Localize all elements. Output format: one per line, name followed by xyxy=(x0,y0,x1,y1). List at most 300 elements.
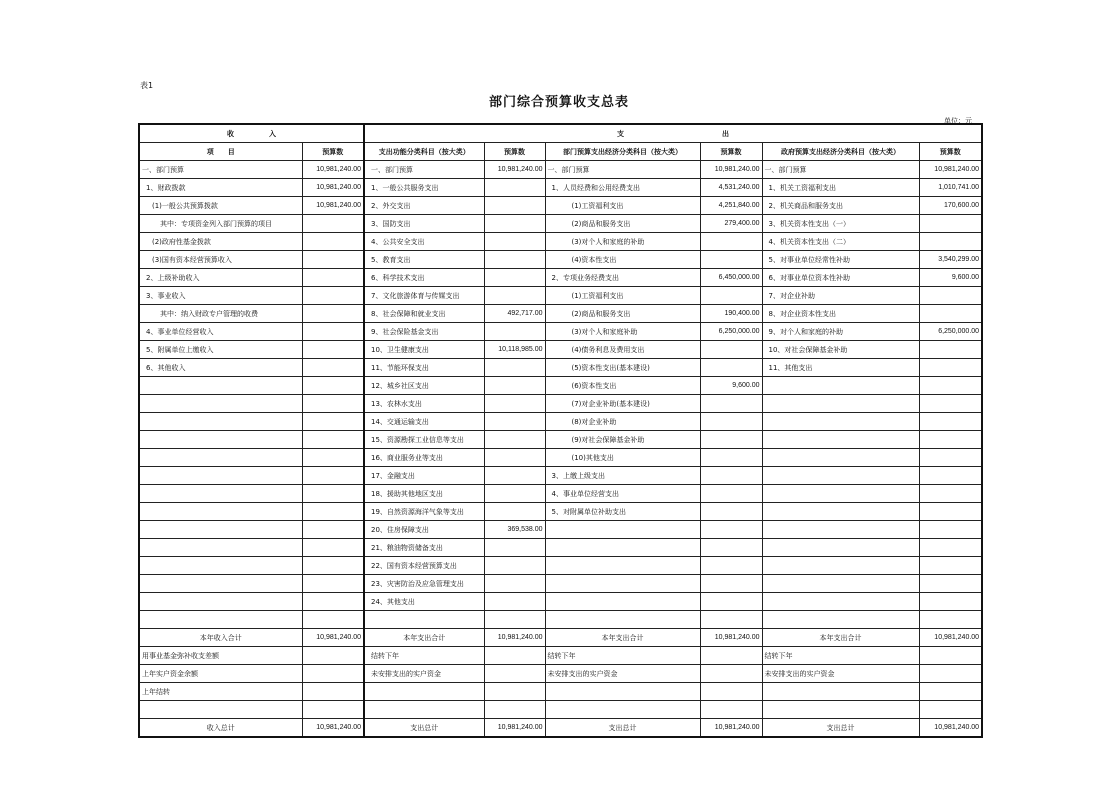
income-budget-cell xyxy=(302,575,364,593)
gov-econ-class-cell xyxy=(762,683,919,701)
dept-econ-class-cell xyxy=(545,611,700,629)
gov-econ-class-cell xyxy=(762,593,919,611)
income-budget-cell xyxy=(302,449,364,467)
income-item-cell: 2、上级补助收入 xyxy=(139,269,302,287)
income-item-cell xyxy=(139,503,302,521)
dept-econ-budget-cell: 10,981,240.00 xyxy=(700,161,762,179)
function-budget-cell xyxy=(484,449,545,467)
income-budget-cell xyxy=(302,611,364,629)
dept-econ-budget-cell xyxy=(700,647,762,665)
function-class-cell: 13、农林水支出 xyxy=(364,395,484,413)
table-number-label: 表1 xyxy=(140,81,154,90)
function-class-cell: 15、资源勘探工业信息等支出 xyxy=(364,431,484,449)
table-row xyxy=(139,467,982,485)
function-budget-cell xyxy=(484,485,545,503)
income-item-cell: 4、事业单位经营收入 xyxy=(139,323,302,341)
dept-econ-budget-cell xyxy=(700,593,762,611)
function-class-cell: 6、科学技术支出 xyxy=(364,269,484,287)
dept-econ-class-cell: (6)资本性支出 xyxy=(545,377,700,395)
income-budget-cell xyxy=(302,305,364,323)
dept-econ-budget-cell: 6,250,000.00 xyxy=(700,323,762,341)
dept-econ-class-cell: (1)工资福利支出 xyxy=(545,287,700,305)
gov-econ-budget-cell xyxy=(919,647,982,665)
function-class-cell: 19、自然资源海洋气象等支出 xyxy=(364,503,484,521)
gov-econ-class-cell: 6、对事业单位资本性补助 xyxy=(762,269,919,287)
table-row xyxy=(139,287,982,305)
function-budget-cell xyxy=(484,215,545,233)
dept-econ-class-cell: (2)商品和服务支出 xyxy=(545,305,700,323)
gov-econ-budget-cell xyxy=(919,377,982,395)
function-class-cell xyxy=(364,611,484,629)
dept-econ-class-cell: (9)对社会保障基金补助 xyxy=(545,431,700,449)
function-budget-cell xyxy=(484,701,545,719)
dept-econ-budget-cell: 6,450,000.00 xyxy=(700,269,762,287)
function-class-cell: 5、教育支出 xyxy=(364,251,484,269)
income-item-cell: 上年实户资金余额 xyxy=(139,665,302,683)
gov-econ-budget-cell: 1,010,741.00 xyxy=(919,179,982,197)
dept-econ-class-cell: (10)其他支出 xyxy=(545,449,700,467)
gov-econ-class-cell: 5、对事业单位经常性补助 xyxy=(762,251,919,269)
budget-summary-table xyxy=(138,123,983,738)
col-header-function-class: 支出功能分类科目（按大类） xyxy=(364,143,484,161)
dept-econ-budget-cell xyxy=(700,485,762,503)
col-header-gov-econ-class: 政府预算支出经济分类科目（按大类） xyxy=(762,143,919,161)
dept-econ-budget-cell xyxy=(700,431,762,449)
table-row xyxy=(139,161,982,179)
gov-econ-budget-cell: 9,600.00 xyxy=(919,269,982,287)
income-item-cell: 6、其他收入 xyxy=(139,359,302,377)
gov-econ-class-cell: 3、机关资本性支出（一） xyxy=(762,215,919,233)
dept-econ-budget-cell xyxy=(700,413,762,431)
gov-econ-class-cell: 1、机关工资福利支出 xyxy=(762,179,919,197)
dept-econ-budget-cell: 10,981,240.00 xyxy=(700,719,762,738)
table-row xyxy=(139,413,982,431)
dept-econ-class-cell: (3)对个人和家庭的补助 xyxy=(545,233,700,251)
dept-econ-class-cell: 支出总计 xyxy=(545,719,700,738)
function-budget-cell xyxy=(484,233,545,251)
col-header-function-budget: 预算数 xyxy=(484,143,545,161)
function-budget-cell xyxy=(484,467,545,485)
dept-econ-budget-cell: 4,251,840.00 xyxy=(700,197,762,215)
gov-econ-class-cell: 9、对个人和家庭的补助 xyxy=(762,323,919,341)
table-row xyxy=(139,629,982,647)
table-row xyxy=(139,305,982,323)
col-header-gov-econ-budget: 预算数 xyxy=(919,143,982,161)
income-item-cell xyxy=(139,485,302,503)
income-item-cell: (3)国有资本经营预算收入 xyxy=(139,251,302,269)
table-row xyxy=(139,377,982,395)
gov-econ-class-cell: 11、其他支出 xyxy=(762,359,919,377)
column-header-row xyxy=(139,143,982,161)
function-class-cell: 未安排支出的实户资金 xyxy=(364,665,484,683)
gov-econ-budget-cell: 3,540,299.00 xyxy=(919,251,982,269)
function-budget-cell: 10,981,240.00 xyxy=(484,719,545,738)
dept-econ-class-cell xyxy=(545,683,700,701)
income-budget-cell xyxy=(302,341,364,359)
group-header-row xyxy=(139,124,982,143)
dept-econ-class-cell: (4)资本性支出 xyxy=(545,251,700,269)
dept-econ-class-cell xyxy=(545,593,700,611)
income-budget-cell xyxy=(302,395,364,413)
table-body xyxy=(139,124,982,737)
table-row xyxy=(139,197,982,215)
col-header-income-item: 项 目 xyxy=(139,143,302,161)
gov-econ-budget-cell: 170,600.00 xyxy=(919,197,982,215)
function-budget-cell: 10,118,985.00 xyxy=(484,341,545,359)
gov-econ-class-cell: 7、对企业补助 xyxy=(762,287,919,305)
table-row xyxy=(139,179,982,197)
dept-econ-class-cell: 3、上缴上级支出 xyxy=(545,467,700,485)
income-budget-cell xyxy=(302,485,364,503)
income-item-cell: 5、附属单位上缴收入 xyxy=(139,341,302,359)
income-budget-cell xyxy=(302,431,364,449)
function-class-cell: 4、公共安全支出 xyxy=(364,233,484,251)
dept-econ-budget-cell xyxy=(700,683,762,701)
function-budget-cell xyxy=(484,539,545,557)
dept-econ-budget-cell: 9,600.00 xyxy=(700,377,762,395)
function-budget-cell xyxy=(484,431,545,449)
gov-econ-class-cell xyxy=(762,503,919,521)
gov-econ-budget-cell: 6,250,000.00 xyxy=(919,323,982,341)
income-budget-cell xyxy=(302,683,364,701)
function-budget-cell xyxy=(484,197,545,215)
function-budget-cell xyxy=(484,269,545,287)
function-class-cell: 14、交通运输支出 xyxy=(364,413,484,431)
income-item-cell xyxy=(139,521,302,539)
gov-econ-class-cell xyxy=(762,431,919,449)
dept-econ-class-cell: (3)对个人和家庭补助 xyxy=(545,323,700,341)
table-row xyxy=(139,503,982,521)
dept-econ-class-cell: 2、专项业务经费支出 xyxy=(545,269,700,287)
gov-econ-budget-cell xyxy=(919,665,982,683)
income-budget-cell xyxy=(302,251,364,269)
income-budget-cell xyxy=(302,377,364,395)
gov-econ-budget-cell xyxy=(919,575,982,593)
dept-econ-class-cell: (2)商品和服务支出 xyxy=(545,215,700,233)
income-item-cell: 1、财政拨款 xyxy=(139,179,302,197)
income-budget-cell xyxy=(302,359,364,377)
function-class-cell: 20、住房保障支出 xyxy=(364,521,484,539)
income-budget-cell xyxy=(302,323,364,341)
gov-econ-budget-cell xyxy=(919,413,982,431)
dept-econ-budget-cell: 279,400.00 xyxy=(700,215,762,233)
dept-econ-class-cell: (8)对企业补助 xyxy=(545,413,700,431)
table-row xyxy=(139,323,982,341)
gov-econ-class-cell: 4、机关资本性支出（二） xyxy=(762,233,919,251)
col-header-dept-econ-budget: 预算数 xyxy=(700,143,762,161)
function-budget-cell xyxy=(484,575,545,593)
income-budget-cell xyxy=(302,647,364,665)
income-item-cell xyxy=(139,593,302,611)
table-row xyxy=(139,701,982,719)
income-item-cell xyxy=(139,611,302,629)
income-budget-cell xyxy=(302,701,364,719)
gov-econ-budget-cell xyxy=(919,215,982,233)
dept-econ-budget-cell xyxy=(700,233,762,251)
expense-group-header: 支 出 xyxy=(364,124,982,143)
income-item-cell xyxy=(139,449,302,467)
dept-econ-class-cell: 结转下年 xyxy=(545,647,700,665)
table-row xyxy=(139,593,982,611)
income-budget-cell xyxy=(302,539,364,557)
gov-econ-budget-cell xyxy=(919,359,982,377)
dept-econ-class-cell: 未安排支出的实户资金 xyxy=(545,665,700,683)
income-budget-cell xyxy=(302,593,364,611)
dept-econ-class-cell: (4)债务利息及费用支出 xyxy=(545,341,700,359)
page-title: 部门综合预算收支总表 xyxy=(488,95,629,110)
dept-econ-class-cell: (7)对企业补助(基本建设) xyxy=(545,395,700,413)
table-row xyxy=(139,665,982,683)
gov-econ-budget-cell xyxy=(919,503,982,521)
gov-econ-class-cell xyxy=(762,557,919,575)
function-class-cell: 一、部门预算 xyxy=(364,161,484,179)
table-row xyxy=(139,647,982,665)
function-budget-cell xyxy=(484,683,545,701)
income-budget-cell: 10,981,240.00 xyxy=(302,197,364,215)
income-budget-cell xyxy=(302,413,364,431)
function-class-cell xyxy=(364,683,484,701)
function-budget-cell xyxy=(484,665,545,683)
gov-econ-budget-cell xyxy=(919,305,982,323)
function-class-cell: 3、国防支出 xyxy=(364,215,484,233)
gov-econ-class-cell xyxy=(762,539,919,557)
income-item-cell: (2)政府性基金拨款 xyxy=(139,233,302,251)
gov-econ-budget-cell xyxy=(919,467,982,485)
function-budget-cell xyxy=(484,179,545,197)
gov-econ-budget-cell xyxy=(919,341,982,359)
function-class-cell: 支出总计 xyxy=(364,719,484,738)
gov-econ-class-cell: 本年支出合计 xyxy=(762,629,919,647)
function-budget-cell xyxy=(484,593,545,611)
dept-econ-budget-cell xyxy=(700,557,762,575)
function-class-cell: 18、援助其他地区支出 xyxy=(364,485,484,503)
function-budget-cell xyxy=(484,323,545,341)
dept-econ-budget-cell: 10,981,240.00 xyxy=(700,629,762,647)
income-item-cell: (1)一般公共预算拨款 xyxy=(139,197,302,215)
function-budget-cell: 492,717.00 xyxy=(484,305,545,323)
income-item-cell xyxy=(139,557,302,575)
function-budget-cell xyxy=(484,557,545,575)
function-budget-cell: 10,981,240.00 xyxy=(484,161,545,179)
gov-econ-class-cell xyxy=(762,467,919,485)
function-class-cell: 12、城乡社区支出 xyxy=(364,377,484,395)
dept-econ-budget-cell xyxy=(700,467,762,485)
income-item-cell: 上年结转 xyxy=(139,683,302,701)
gov-econ-class-cell: 支出总计 xyxy=(762,719,919,738)
gov-econ-class-cell xyxy=(762,377,919,395)
income-budget-cell xyxy=(302,557,364,575)
table-row xyxy=(139,683,982,701)
income-budget-cell xyxy=(302,269,364,287)
dept-econ-class-cell: 1、人员经费和公用经费支出 xyxy=(545,179,700,197)
gov-econ-class-cell xyxy=(762,449,919,467)
income-item-cell xyxy=(139,539,302,557)
function-class-cell: 7、文化旅游体育与传媒支出 xyxy=(364,287,484,305)
gov-econ-class-cell: 一、部门预算 xyxy=(762,161,919,179)
gov-econ-budget-cell xyxy=(919,683,982,701)
income-item-cell: 其中：纳入财政专户管理的收费 xyxy=(139,305,302,323)
table-row xyxy=(139,611,982,629)
income-item-cell xyxy=(139,395,302,413)
income-budget-cell xyxy=(302,287,364,305)
gov-econ-budget-cell xyxy=(919,701,982,719)
function-budget-cell xyxy=(484,503,545,521)
income-budget-cell: 10,981,240.00 xyxy=(302,719,364,738)
income-item-cell: 收入总计 xyxy=(139,719,302,738)
dept-econ-budget-cell xyxy=(700,251,762,269)
function-class-cell: 本年支出合计 xyxy=(364,629,484,647)
gov-econ-budget-cell: 10,981,240.00 xyxy=(919,161,982,179)
table-row xyxy=(139,251,982,269)
table-row xyxy=(139,449,982,467)
table-row xyxy=(139,521,982,539)
income-budget-cell xyxy=(302,503,364,521)
dept-econ-class-cell: 一、部门预算 xyxy=(545,161,700,179)
dept-econ-class-cell: 4、事业单位经营支出 xyxy=(545,485,700,503)
function-class-cell: 23、灾害防治及应急管理支出 xyxy=(364,575,484,593)
table-row xyxy=(139,557,982,575)
function-budget-cell xyxy=(484,395,545,413)
dept-econ-class-cell: (5)资本性支出(基本建设) xyxy=(545,359,700,377)
gov-econ-budget-cell xyxy=(919,611,982,629)
dept-econ-budget-cell xyxy=(700,611,762,629)
dept-econ-class-cell xyxy=(545,539,700,557)
gov-econ-class-cell xyxy=(762,575,919,593)
function-budget-cell xyxy=(484,359,545,377)
dept-econ-class-cell: 5、对附属单位补助支出 xyxy=(545,503,700,521)
income-item-cell: 3、事业收入 xyxy=(139,287,302,305)
dept-econ-class-cell xyxy=(545,557,700,575)
col-header-dept-econ-class: 部门预算支出经济分类科目（按大类） xyxy=(545,143,700,161)
gov-econ-budget-cell: 10,981,240.00 xyxy=(919,719,982,738)
table-row xyxy=(139,233,982,251)
gov-econ-budget-cell xyxy=(919,557,982,575)
table-row xyxy=(139,719,982,738)
gov-econ-class-cell xyxy=(762,701,919,719)
table-row xyxy=(139,539,982,557)
income-budget-cell xyxy=(302,233,364,251)
income-budget-cell: 10,981,240.00 xyxy=(302,629,364,647)
income-budget-cell: 10,981,240.00 xyxy=(302,161,364,179)
dept-econ-budget-cell xyxy=(700,521,762,539)
gov-econ-budget-cell xyxy=(919,485,982,503)
function-budget-cell: 369,538.00 xyxy=(484,521,545,539)
gov-econ-budget-cell xyxy=(919,395,982,413)
gov-econ-budget-cell xyxy=(919,233,982,251)
dept-econ-budget-cell: 4,531,240.00 xyxy=(700,179,762,197)
gov-econ-class-cell xyxy=(762,485,919,503)
function-class-cell: 22、国有资本经营预算支出 xyxy=(364,557,484,575)
income-item-cell xyxy=(139,413,302,431)
income-budget-cell xyxy=(302,215,364,233)
dept-econ-class-cell xyxy=(545,575,700,593)
gov-econ-budget-cell xyxy=(919,521,982,539)
function-budget-cell xyxy=(484,647,545,665)
income-item-cell: 用事业基金弥补收支差额 xyxy=(139,647,302,665)
dept-econ-budget-cell xyxy=(700,395,762,413)
function-class-cell: 结转下年 xyxy=(364,647,484,665)
gov-econ-class-cell: 未安排支出的实户资金 xyxy=(762,665,919,683)
table-row xyxy=(139,341,982,359)
function-class-cell: 11、节能环保支出 xyxy=(364,359,484,377)
gov-econ-class-cell: 结转下年 xyxy=(762,647,919,665)
dept-econ-budget-cell xyxy=(700,665,762,683)
gov-econ-budget-cell xyxy=(919,449,982,467)
function-class-cell: 2、外交支出 xyxy=(364,197,484,215)
function-budget-cell xyxy=(484,287,545,305)
income-item-cell xyxy=(139,701,302,719)
income-budget-cell: 10,981,240.00 xyxy=(302,179,364,197)
unit-label: 单位：元 xyxy=(944,117,972,125)
gov-econ-budget-cell: 10,981,240.00 xyxy=(919,629,982,647)
dept-econ-budget-cell xyxy=(700,539,762,557)
function-class-cell: 1、一般公共服务支出 xyxy=(364,179,484,197)
dept-econ-class-cell: (1)工资福利支出 xyxy=(545,197,700,215)
table-row xyxy=(139,395,982,413)
income-item-cell xyxy=(139,467,302,485)
table-row xyxy=(139,215,982,233)
dept-econ-budget-cell xyxy=(700,287,762,305)
gov-econ-budget-cell xyxy=(919,431,982,449)
income-item-cell xyxy=(139,575,302,593)
dept-econ-budget-cell xyxy=(700,701,762,719)
income-budget-cell xyxy=(302,467,364,485)
gov-econ-budget-cell xyxy=(919,593,982,611)
col-header-income-budget: 预算数 xyxy=(302,143,364,161)
income-group-header: 收 入 xyxy=(139,124,364,143)
function-class-cell: 10、卫生健康支出 xyxy=(364,341,484,359)
dept-econ-class-cell xyxy=(545,521,700,539)
income-budget-cell xyxy=(302,521,364,539)
function-class-cell: 9、社会保险基金支出 xyxy=(364,323,484,341)
gov-econ-class-cell xyxy=(762,395,919,413)
function-budget-cell xyxy=(484,611,545,629)
function-class-cell: 24、其他支出 xyxy=(364,593,484,611)
function-class-cell xyxy=(364,701,484,719)
dept-econ-class-cell: 本年支出合计 xyxy=(545,629,700,647)
gov-econ-budget-cell xyxy=(919,539,982,557)
function-class-cell: 16、商业服务业等支出 xyxy=(364,449,484,467)
gov-econ-class-cell xyxy=(762,521,919,539)
function-class-cell: 21、粮油物资储备支出 xyxy=(364,539,484,557)
income-budget-cell xyxy=(302,665,364,683)
function-budget-cell xyxy=(484,377,545,395)
income-item-cell xyxy=(139,377,302,395)
income-item-cell: 一、部门预算 xyxy=(139,161,302,179)
dept-econ-budget-cell xyxy=(700,503,762,521)
function-budget-cell xyxy=(484,251,545,269)
table-row xyxy=(139,485,982,503)
function-budget-cell xyxy=(484,413,545,431)
function-class-cell: 17、金融支出 xyxy=(364,467,484,485)
gov-econ-class-cell: 2、机关商品和服务支出 xyxy=(762,197,919,215)
dept-econ-budget-cell xyxy=(700,575,762,593)
income-item-cell xyxy=(139,431,302,449)
table-row xyxy=(139,431,982,449)
table-row xyxy=(139,575,982,593)
function-budget-cell: 10,981,240.00 xyxy=(484,629,545,647)
dept-econ-class-cell xyxy=(545,701,700,719)
gov-econ-class-cell: 10、对社会保障基金补助 xyxy=(762,341,919,359)
income-item-cell: 其中：专项资金列入部门预算的项目 xyxy=(139,215,302,233)
dept-econ-budget-cell xyxy=(700,359,762,377)
table-row xyxy=(139,359,982,377)
dept-econ-budget-cell: 190,400.00 xyxy=(700,305,762,323)
table-row xyxy=(139,269,982,287)
gov-econ-class-cell: 8、对企业资本性支出 xyxy=(762,305,919,323)
dept-econ-budget-cell xyxy=(700,449,762,467)
gov-econ-class-cell xyxy=(762,611,919,629)
